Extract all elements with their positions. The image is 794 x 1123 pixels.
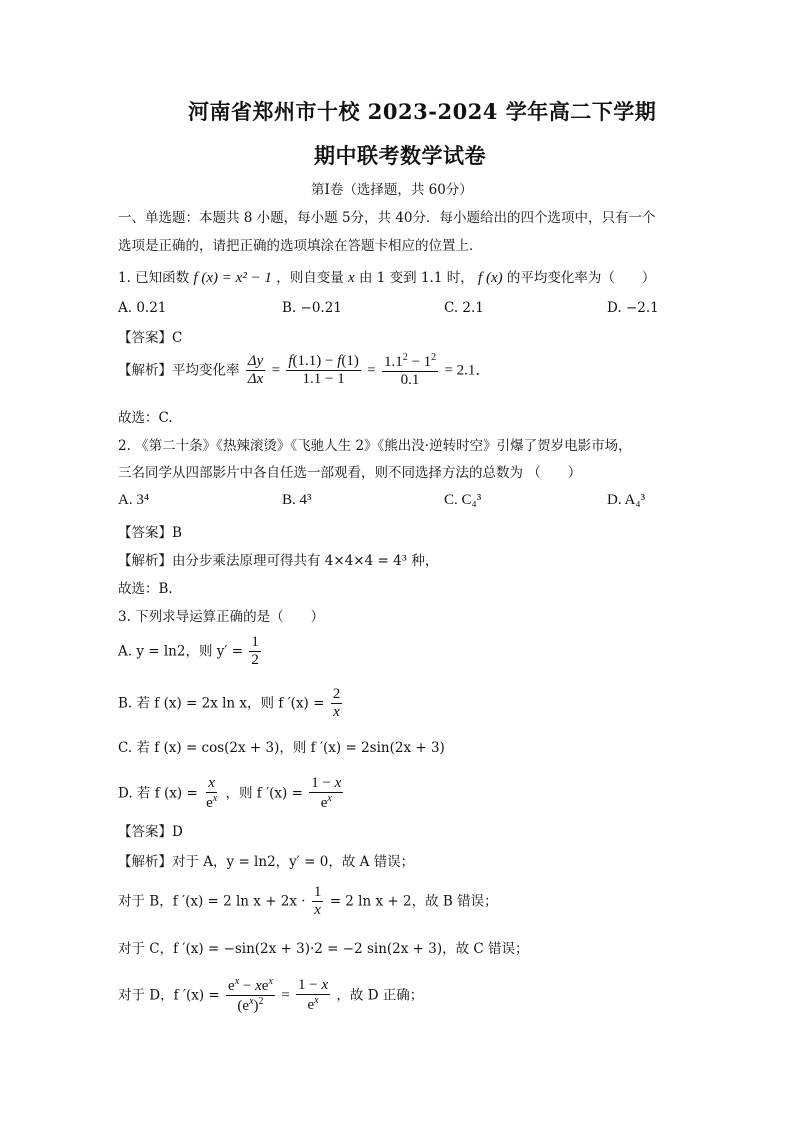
q3-option-b: B. 若 f (x) = 2x ln x，则 f ′(x) = $\frac{2}{x}$ bbox=[118, 686, 341, 721]
q2-option-b: B. 4³ bbox=[282, 492, 312, 508]
title-line-2: 期中联考数学试卷 bbox=[314, 143, 486, 168]
q1-option-a: A. 0.21 bbox=[118, 300, 167, 316]
q2-answer: 【答案】B bbox=[118, 525, 182, 541]
function-expression: f (x) = x² − 1 bbox=[193, 270, 272, 286]
q3-option-c: C. 若 f (x) = cos(2x + 3)，则 f ′(x) = 2sin(2x + 3) bbox=[118, 740, 445, 756]
fraction-result: $\frac{1 - x}{e^x}$ bbox=[297, 977, 329, 1014]
fraction-difference: $\frac{f(1.1) - f(1)}{1.1 - 1}$ bbox=[288, 353, 359, 388]
q3-option-d: D. 若 f (x) = $\frac{x}{e^x}$ ，则 f ′(x) = $\frac{1 - x}{e^x}$ bbox=[118, 775, 342, 812]
q2-conclusion: 故选：B. bbox=[118, 581, 173, 597]
q1-answer: 【答案】C bbox=[118, 330, 183, 346]
q3-analysis-c: 对于 C，f ′(x) = −sin(2x + 3)·2 = −2 sin(2x + 3)，故 C 错误； bbox=[118, 941, 529, 957]
q1-option-b: B. −0.21 bbox=[282, 300, 342, 316]
q3-answer: 【答案】D bbox=[118, 824, 183, 840]
question-2-line-1: 2. 《第二十条》《热辣滚烫》《飞驰人生 2》《熊出没·逆转时空》引爆了贺岁电影市场， bbox=[118, 438, 632, 454]
q2-option-c: C. C₄³ bbox=[444, 492, 482, 508]
section-instructions-1: 一、单选题：本题共 8 小题，每小题 5分，共 40分．每小题给出的四个选项中，只有一个 bbox=[118, 210, 656, 226]
question-3-stem: 3. 下列求导运算正确的是（ ） bbox=[118, 609, 325, 625]
q1-option-c: C. 2.1 bbox=[444, 300, 484, 316]
question-2-line-2: 三名同学从四部影片中各自任选一部观看，则不同选择方法的总数为 （ ） bbox=[118, 465, 582, 481]
title-line-1: 河南省郑州市十校 2023-2024 学年高二下学期 bbox=[188, 99, 657, 124]
fraction-squares: $\frac{1.1^2 - 1^2}{0.1}$ bbox=[383, 352, 437, 389]
section-instructions-2: 选项是正确的，请把正确的选项填涂在答题卡相应的位置上． bbox=[118, 238, 483, 254]
fraction-two-over-x: $\frac{2}{x}$ bbox=[332, 686, 341, 721]
q2-analysis: 【解析】由分步乘法原理可得共有 4×4×4 = 4³ 种， bbox=[118, 553, 439, 569]
q1-option-d: D. −2.1 bbox=[607, 300, 659, 316]
question-1-stem: 1. 已知函数 f (x) = x² − 1 ，则自变量 x 由 1 变到 1.1 时， f (x) 的平均变化率为（ ） bbox=[118, 270, 656, 286]
fraction-x-over-ex: $\frac{x}{e^x}$ bbox=[206, 775, 218, 812]
volume-heading: 第Ⅰ卷（选择题，共 60分） bbox=[311, 182, 473, 198]
fraction-dy-dx: $\frac{\Delta y}{\Delta x}$ bbox=[247, 353, 264, 388]
fraction-one-over-x: $\frac{1}{x}$ bbox=[313, 884, 322, 919]
q2-option-d: D. A₄³ bbox=[607, 492, 646, 508]
q3-option-a: A. y = ln2，则 y′ = $\frac{1}{2}$ bbox=[118, 634, 259, 669]
q2-option-a: A. 3⁴ bbox=[118, 492, 150, 508]
q1-analysis: 【解析】平均变化率 $\frac{\Delta y}{\Delta x}$ = $\frac{f(1.1) - f(1)}{1.1 - 1}$ = $\frac{1.1^2 - 1^2}{0.1}$ = 2.1． bbox=[118, 352, 491, 389]
q1-conclusion: 故选：C. bbox=[118, 410, 173, 426]
q3-analysis-a: 【解析】对于 A，y = ln2，y′ = 0，故 A 错误； bbox=[118, 854, 415, 870]
q3-analysis-d: 对于 D，f ′(x) = $\frac{e^x - xe^x}{(e^x)^2}$ = $\frac{1 - x}{e^x}$ ，故 D 正确； bbox=[118, 976, 424, 1015]
fraction-quotient-rule: $\frac{e^x - xe^x}{(e^x)^2}$ bbox=[228, 976, 273, 1015]
q3-analysis-b: 对于 B，f ′(x) = 2 ln x + 2x · $\frac{1}{x}$ = 2 ln x + 2，故 B 错误； bbox=[118, 884, 498, 919]
fraction-one-half: $\frac{1}{2}$ bbox=[251, 634, 259, 669]
fraction-1-minus-x-over-ex: $\frac{1 - x}{e^x}$ bbox=[311, 775, 342, 812]
